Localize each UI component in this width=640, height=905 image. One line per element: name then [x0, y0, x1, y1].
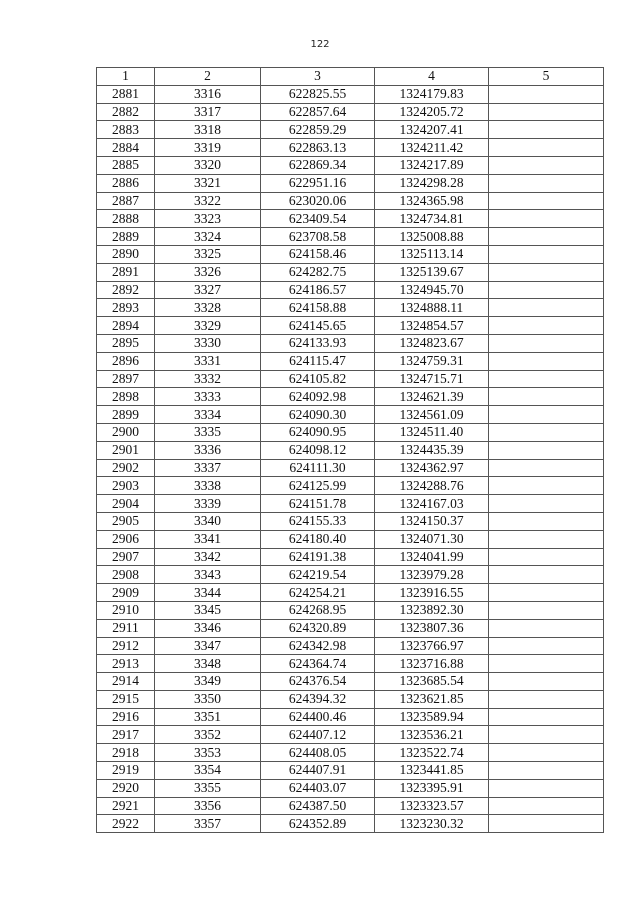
table-cell: 624400.46	[261, 708, 375, 726]
table-cell: 624352.89	[261, 815, 375, 833]
table-cell: 3336	[155, 441, 261, 459]
table-cell: 3356	[155, 797, 261, 815]
table-cell: 2891	[97, 263, 155, 281]
table-row	[97, 139, 604, 157]
table-row	[97, 655, 604, 673]
table-cell: 2909	[97, 584, 155, 602]
table-cell: 1323536.21	[375, 726, 489, 744]
table-row	[97, 477, 604, 495]
table-cell: 3330	[155, 334, 261, 352]
table-cell	[489, 388, 604, 406]
table-cell: 3345	[155, 601, 261, 619]
table-cell: 1323441.85	[375, 762, 489, 780]
table-row	[97, 548, 604, 566]
table-cell: 1324823.67	[375, 334, 489, 352]
table-row	[97, 352, 604, 370]
table-row	[97, 156, 604, 174]
table-cell: 624180.40	[261, 530, 375, 548]
table-cell: 2907	[97, 548, 155, 566]
table-cell	[489, 281, 604, 299]
table-cell: 1324888.11	[375, 299, 489, 317]
table-cell	[489, 370, 604, 388]
table-cell: 1324759.31	[375, 352, 489, 370]
table-cell: 623020.06	[261, 192, 375, 210]
table-cell: 1323807.36	[375, 619, 489, 637]
table-cell: 624282.75	[261, 263, 375, 281]
table-cell: 1323323.57	[375, 797, 489, 815]
table-cell: 1324945.70	[375, 281, 489, 299]
table-cell: 624407.12	[261, 726, 375, 744]
table-cell: 624151.78	[261, 495, 375, 513]
table-cell: 1324734.81	[375, 210, 489, 228]
table-cell: 1324217.89	[375, 156, 489, 174]
table-row	[97, 334, 604, 352]
table-row	[97, 708, 604, 726]
table-cell: 3319	[155, 139, 261, 157]
table-cell: 3331	[155, 352, 261, 370]
table-cell: 3326	[155, 263, 261, 281]
table-cell: 1324621.39	[375, 388, 489, 406]
table-cell	[489, 637, 604, 655]
table-cell	[489, 352, 604, 370]
table-row	[97, 299, 604, 317]
table-cell: 1324854.57	[375, 317, 489, 335]
table-cell: 3337	[155, 459, 261, 477]
table-cell: 2911	[97, 619, 155, 637]
table-cell: 3357	[155, 815, 261, 833]
table-cell: 3318	[155, 121, 261, 139]
table-cell: 2893	[97, 299, 155, 317]
table-cell: 624158.46	[261, 245, 375, 263]
table-cell: 2886	[97, 174, 155, 192]
table-cell: 624394.32	[261, 690, 375, 708]
table-cell	[489, 139, 604, 157]
table-cell: 2901	[97, 441, 155, 459]
table-cell: 3334	[155, 406, 261, 424]
table-cell: 2916	[97, 708, 155, 726]
table-row	[97, 263, 604, 281]
table-cell: 3316	[155, 85, 261, 103]
table-cell: 2921	[97, 797, 155, 815]
table-cell: 624376.54	[261, 673, 375, 691]
table-cell: 1324298.28	[375, 174, 489, 192]
table-cell	[489, 406, 604, 424]
table-cell	[489, 192, 604, 210]
table-cell	[489, 459, 604, 477]
table-cell: 3339	[155, 495, 261, 513]
table-row	[97, 512, 604, 530]
table-cell: 1324207.41	[375, 121, 489, 139]
table-cell: 2888	[97, 210, 155, 228]
table-cell: 624268.95	[261, 601, 375, 619]
table-cell: 624254.21	[261, 584, 375, 602]
table-cell	[489, 530, 604, 548]
table-cell: 624219.54	[261, 566, 375, 584]
table-row	[97, 406, 604, 424]
table-cell: 1324715.71	[375, 370, 489, 388]
table-cell: 624191.38	[261, 548, 375, 566]
table-cell: 2920	[97, 779, 155, 797]
table-cell: 3328	[155, 299, 261, 317]
table-row	[97, 762, 604, 780]
table-cell	[489, 245, 604, 263]
table-cell: 1323716.88	[375, 655, 489, 673]
table-cell	[489, 690, 604, 708]
table-cell	[489, 744, 604, 762]
table-row	[97, 281, 604, 299]
table-cell: 3317	[155, 103, 261, 121]
table-cell	[489, 726, 604, 744]
table-cell: 1323522.74	[375, 744, 489, 762]
table-cell: 2910	[97, 601, 155, 619]
table-row	[97, 637, 604, 655]
table-cell	[489, 673, 604, 691]
table-cell: 1324179.83	[375, 85, 489, 103]
table-cell: 3343	[155, 566, 261, 584]
table-cell: 623409.54	[261, 210, 375, 228]
table-cell: 624092.98	[261, 388, 375, 406]
table-row	[97, 495, 604, 513]
table-cell	[489, 423, 604, 441]
table-cell	[489, 121, 604, 139]
table-cell: 3332	[155, 370, 261, 388]
column-header: 3	[261, 68, 375, 86]
table-cell: 1324435.39	[375, 441, 489, 459]
table-row	[97, 85, 604, 103]
table-cell: 623708.58	[261, 228, 375, 246]
table-cell: 3341	[155, 530, 261, 548]
table-cell: 3347	[155, 637, 261, 655]
table-body	[97, 85, 604, 832]
table-cell: 3352	[155, 726, 261, 744]
table-cell: 3340	[155, 512, 261, 530]
table-cell	[489, 797, 604, 815]
table-cell: 1324205.72	[375, 103, 489, 121]
table-cell: 3348	[155, 655, 261, 673]
table-cell: 3351	[155, 708, 261, 726]
table-row	[97, 673, 604, 691]
table-cell: 622859.29	[261, 121, 375, 139]
table-cell: 1323892.30	[375, 601, 489, 619]
table-cell: 624105.82	[261, 370, 375, 388]
table-row	[97, 441, 604, 459]
table-row	[97, 619, 604, 637]
table-row	[97, 530, 604, 548]
table-cell: 2897	[97, 370, 155, 388]
table-row	[97, 210, 604, 228]
table-cell: 624408.05	[261, 744, 375, 762]
table-cell	[489, 601, 604, 619]
table-cell: 624403.07	[261, 779, 375, 797]
table-cell: 3354	[155, 762, 261, 780]
table-cell: 624342.98	[261, 637, 375, 655]
table-cell: 3335	[155, 423, 261, 441]
table-cell: 624115.47	[261, 352, 375, 370]
table-cell: 2914	[97, 673, 155, 691]
table-cell: 3322	[155, 192, 261, 210]
table-cell	[489, 299, 604, 317]
table-cell	[489, 655, 604, 673]
table-cell: 1324288.76	[375, 477, 489, 495]
table-row	[97, 726, 604, 744]
table-cell: 2889	[97, 228, 155, 246]
table-cell	[489, 210, 604, 228]
table-cell: 2908	[97, 566, 155, 584]
table-cell	[489, 103, 604, 121]
table-cell: 624133.93	[261, 334, 375, 352]
table-cell: 2898	[97, 388, 155, 406]
table-cell	[489, 174, 604, 192]
table-cell: 3350	[155, 690, 261, 708]
table-cell: 1323766.97	[375, 637, 489, 655]
table-row	[97, 584, 604, 602]
table-cell	[489, 495, 604, 513]
table-cell: 2883	[97, 121, 155, 139]
table-row	[97, 797, 604, 815]
table-row	[97, 601, 604, 619]
table-cell	[489, 156, 604, 174]
table-cell: 624387.50	[261, 797, 375, 815]
column-header: 1	[97, 68, 155, 86]
table-cell: 2917	[97, 726, 155, 744]
table-cell: 624364.74	[261, 655, 375, 673]
table-cell: 2890	[97, 245, 155, 263]
table-cell: 1324561.09	[375, 406, 489, 424]
table-cell	[489, 317, 604, 335]
table-row	[97, 103, 604, 121]
table-cell	[489, 512, 604, 530]
table-row	[97, 779, 604, 797]
table-cell: 624158.88	[261, 299, 375, 317]
table-cell: 622857.64	[261, 103, 375, 121]
table-cell: 624155.33	[261, 512, 375, 530]
table-cell: 624111.30	[261, 459, 375, 477]
table-cell: 1323916.55	[375, 584, 489, 602]
table-cell	[489, 708, 604, 726]
table-cell: 1323395.91	[375, 779, 489, 797]
table-cell: 2913	[97, 655, 155, 673]
table-cell: 622863.13	[261, 139, 375, 157]
table-cell: 1325139.67	[375, 263, 489, 281]
table-cell: 1324211.42	[375, 139, 489, 157]
table-row	[97, 744, 604, 762]
table-cell: 2894	[97, 317, 155, 335]
table-cell: 2906	[97, 530, 155, 548]
table-row	[97, 228, 604, 246]
table-header-row	[97, 68, 604, 86]
table-cell: 1324365.98	[375, 192, 489, 210]
table-cell: 1324167.03	[375, 495, 489, 513]
table-cell: 3338	[155, 477, 261, 495]
table-cell: 624186.57	[261, 281, 375, 299]
table-cell: 624098.12	[261, 441, 375, 459]
table-cell: 2904	[97, 495, 155, 513]
table-cell	[489, 762, 604, 780]
table-cell: 2905	[97, 512, 155, 530]
table-cell: 624145.65	[261, 317, 375, 335]
table-row	[97, 459, 604, 477]
table-cell: 624407.91	[261, 762, 375, 780]
table-cell: 2895	[97, 334, 155, 352]
table-cell: 2915	[97, 690, 155, 708]
table-cell: 1325008.88	[375, 228, 489, 246]
table-cell: 3320	[155, 156, 261, 174]
table-cell: 1324362.97	[375, 459, 489, 477]
table-row	[97, 388, 604, 406]
table-cell: 1323589.94	[375, 708, 489, 726]
table-cell: 624090.95	[261, 423, 375, 441]
table-cell: 3353	[155, 744, 261, 762]
table-cell: 1323621.85	[375, 690, 489, 708]
table-cell: 1323685.54	[375, 673, 489, 691]
table-cell	[489, 85, 604, 103]
table-row	[97, 317, 604, 335]
table-cell: 3329	[155, 317, 261, 335]
table-cell	[489, 228, 604, 246]
table-row	[97, 815, 604, 833]
table-cell: 2900	[97, 423, 155, 441]
table-cell: 1325113.14	[375, 245, 489, 263]
table-cell: 2918	[97, 744, 155, 762]
table-cell: 2884	[97, 139, 155, 157]
table-row	[97, 566, 604, 584]
table-cell: 2912	[97, 637, 155, 655]
table-cell	[489, 441, 604, 459]
table-cell: 2896	[97, 352, 155, 370]
table-cell: 3355	[155, 779, 261, 797]
table-cell: 2903	[97, 477, 155, 495]
coordinates-table	[96, 67, 604, 833]
table-cell	[489, 619, 604, 637]
table-cell: 2882	[97, 103, 155, 121]
table-cell: 2922	[97, 815, 155, 833]
table-cell: 2892	[97, 281, 155, 299]
table-cell: 3333	[155, 388, 261, 406]
table-cell: 622869.34	[261, 156, 375, 174]
table-row	[97, 192, 604, 210]
table-row	[97, 121, 604, 139]
table-cell	[489, 263, 604, 281]
table-cell: 2902	[97, 459, 155, 477]
table-cell: 3346	[155, 619, 261, 637]
table-cell: 2881	[97, 85, 155, 103]
table-row	[97, 174, 604, 192]
table-cell: 1324150.37	[375, 512, 489, 530]
table-cell: 3327	[155, 281, 261, 299]
table-cell	[489, 815, 604, 833]
table-cell	[489, 779, 604, 797]
table-cell: 3321	[155, 174, 261, 192]
table-cell: 3325	[155, 245, 261, 263]
table-cell: 624125.99	[261, 477, 375, 495]
table-cell: 1324511.40	[375, 423, 489, 441]
table-cell: 3344	[155, 584, 261, 602]
table-cell: 2919	[97, 762, 155, 780]
table-cell: 1324071.30	[375, 530, 489, 548]
table-cell: 2899	[97, 406, 155, 424]
table-cell: 1324041.99	[375, 548, 489, 566]
table-cell: 624090.30	[261, 406, 375, 424]
table-row	[97, 690, 604, 708]
table-cell	[489, 566, 604, 584]
table-cell: 3323	[155, 210, 261, 228]
table-row	[97, 245, 604, 263]
column-header: 2	[155, 68, 261, 86]
table-cell: 1323230.32	[375, 815, 489, 833]
table-cell: 624320.89	[261, 619, 375, 637]
table-cell: 622951.16	[261, 174, 375, 192]
table-cell	[489, 477, 604, 495]
table-cell	[489, 584, 604, 602]
table-cell: 1323979.28	[375, 566, 489, 584]
table-cell: 3324	[155, 228, 261, 246]
table-cell: 622825.55	[261, 85, 375, 103]
table-cell: 3342	[155, 548, 261, 566]
table-row	[97, 370, 604, 388]
table-row	[97, 423, 604, 441]
column-header: 5	[489, 68, 604, 86]
table-cell: 3349	[155, 673, 261, 691]
table-cell	[489, 548, 604, 566]
table-cell: 2887	[97, 192, 155, 210]
table-cell	[489, 334, 604, 352]
page-number: 122	[310, 39, 330, 50]
column-header: 4	[375, 68, 489, 86]
table-cell: 2885	[97, 156, 155, 174]
